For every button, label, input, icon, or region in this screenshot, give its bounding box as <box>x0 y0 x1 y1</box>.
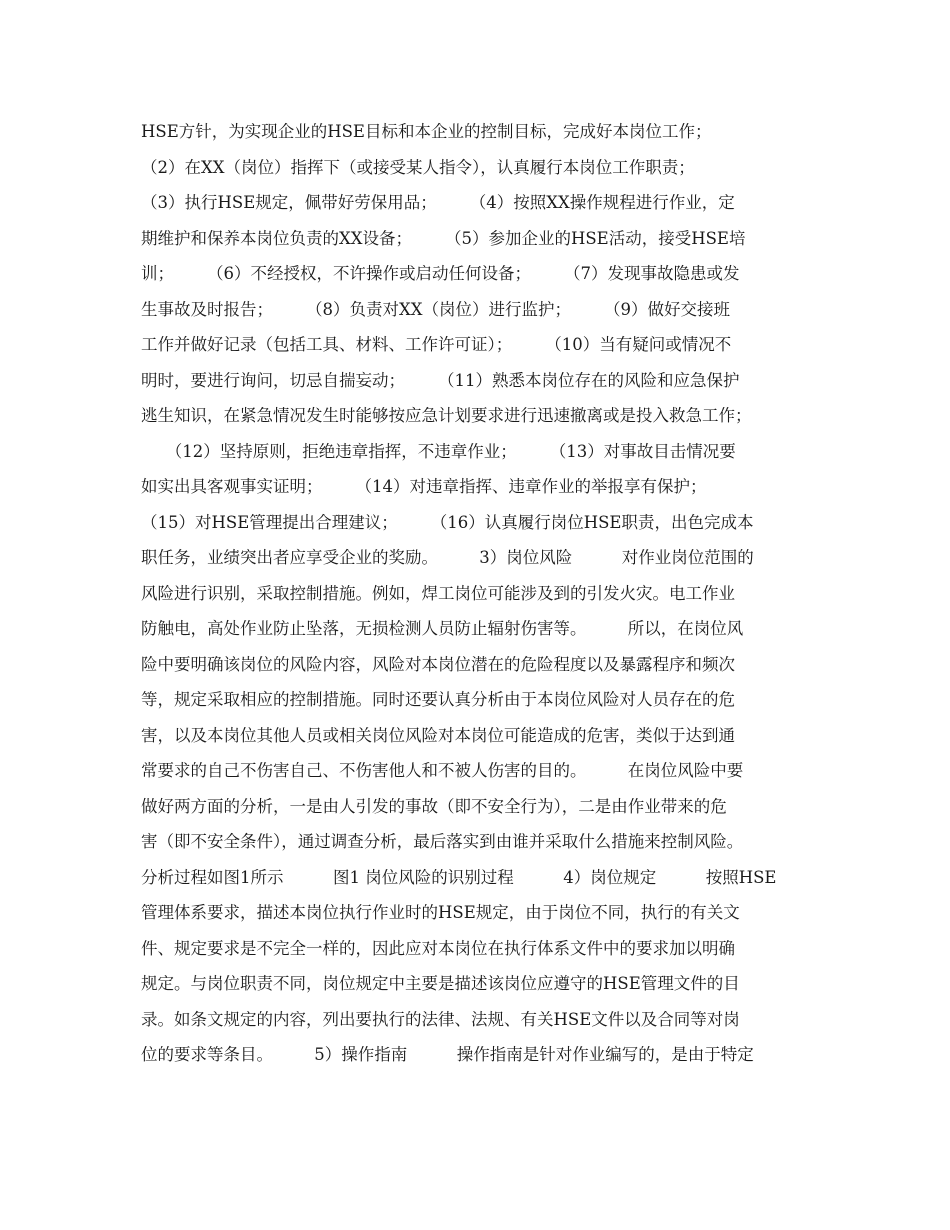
text-line: 录。如条文规定的内容，列出要执行的法律、法规、有关HSE文件以及合同等对岗 <box>141 1009 740 1029</box>
text-line: 位的要求等条目。 5）操作指南 操作指南是针对作业编写的，是由于特定 <box>141 1045 754 1064</box>
text-line: 件、规定要求是不完全一样的，因此应对本岗位在执行体系文件中的要求加以明确 <box>141 938 735 958</box>
text-line: 等，规定采取相应的控制措施。同时还要认真分析由于本岗位风险对人员存在的危 <box>141 690 735 709</box>
text-line: 害（即不安全条件），通过调查分析，最后落实到由谁并采取什么措施来控制风险。 <box>141 832 744 851</box>
text-line: 规定。与岗位职责不同，岗位规定中主要是描述该岗位应遵守的HSE管理文件的目 <box>141 974 740 993</box>
text-line: 明时，要进行询问，切忌自揣妄动； （11）熟悉本岗位存在的风险和应急保护 <box>141 370 740 390</box>
text-line: （3）执行HSE规定，佩带好劳保用品； （4）按照XX操作规程进行作业，定 <box>141 193 735 212</box>
text-line: 防触电，高处作业防止坠落，无损检测人员防止辐射伤害等。 所以，在岗位风 <box>141 619 744 638</box>
text-line: 生事故及时报告； （8）负责对XX（岗位）进行监护； （9）做好交接班 <box>141 299 730 319</box>
text-line: 职任务，业绩突出者应享受企业的奖励。 3）岗位风险 对作业岗位范围的 <box>141 548 754 567</box>
text-line: 险中要明确该岗位的风险内容，风险对本岗位潜在的危险程度以及暴露程序和频次 <box>141 654 735 674</box>
text-line: 做好两方面的分析，一是由人引发的事故（即不安全行为），二是由作业带来的危 <box>141 796 727 816</box>
text-line: 常要求的自己不伤害自己、不伤害他人和不被人伤害的目的。 在岗位风险中要 <box>141 761 744 780</box>
text-line: 工作并做好记录（包括工具、材料、工作许可证）； （10）当有疑问或情况不 <box>141 335 732 354</box>
text-line: 分析过程如图1所示 图1 岗位风险的识别过程 4）岗位规定 按照HSE <box>141 867 777 887</box>
text-line: （15）对HSE管理提出合理建议； （16）认真履行岗位HSE职责，出色完成本 <box>141 512 754 532</box>
text-line: 管理体系要求，描述本岗位执行作业时的HSE规定，由于岗位不同，执行的有关文 <box>141 903 740 922</box>
document-body <box>141 114 841 1073</box>
text-line: 风险进行识别，采取控制措施。例如，焊工岗位可能涉及到的引发火灾。电工作业 <box>141 583 735 603</box>
text-line: 期维护和保养本岗位负责的XX设备； （5）参加企业的HSE活动，接受HSE培 <box>141 228 746 248</box>
text-line: （2）在XX（岗位）指挥下（或接受某人指令），认真履行本岗位工作职责； <box>141 157 695 177</box>
text-line: 害，以及本岗位其他人员或相关岗位风险对本岗位可能造成的危害，类似于达到通 <box>141 725 735 745</box>
text-line: HSE方针，为实现企业的HSE目标和本企业的控制目标，完成好本岗位工作； <box>141 122 712 141</box>
text-line: 如实出具客观事实证明； （14）对违章指挥、违章作业的举报享有保护； <box>141 477 707 496</box>
text-line: （12）坚持原则，拒绝违章指挥，不违章作业； （13）对事故目击情况要 <box>141 441 736 461</box>
text-line: 训； （6）不经授权，不许操作或启动任何设备； （7）发现事故隐患或发 <box>141 264 740 283</box>
text-line: 逃生知识，在紧急情况发生时能够按应急计划要求进行迅速撤离或是投入救急工作； <box>141 406 752 425</box>
